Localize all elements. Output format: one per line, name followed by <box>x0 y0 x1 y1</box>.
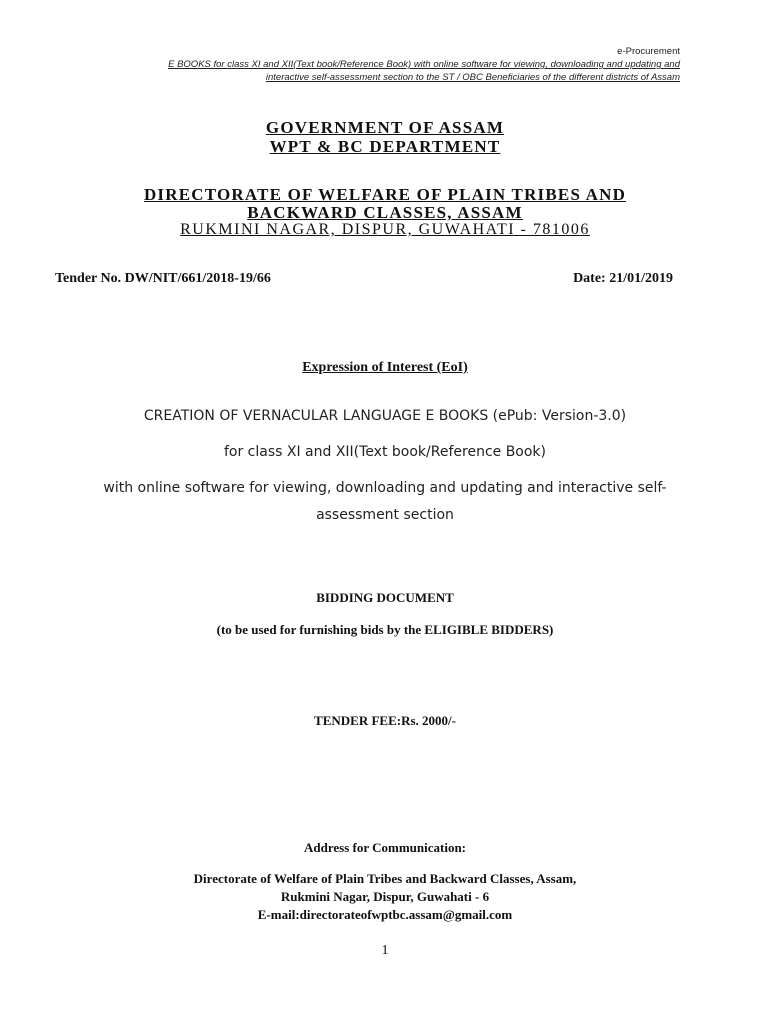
tender-number: Tender No. DW/NIT/661/2018-19/66 <box>55 271 271 286</box>
header-title: e-Procurement <box>617 46 680 57</box>
tender-date: Date: 21/01/2019 <box>573 271 673 286</box>
communication-address-line-1: Directorate of Welfare of Plain Tribes and Backward Classes, Assam, <box>193 871 577 886</box>
directorate-heading-line-1: DIRECTORATE OF WELFARE OF PLAIN TRIBES AND <box>143 185 627 204</box>
title-line-1: CREATION OF VERNACULAR LANGUAGE E BOOKS (ePub: Version-3.0) <box>143 408 627 424</box>
title-line-2: for class XI and XII(Text book/Reference Book) <box>223 444 547 460</box>
tender-fee: TENDER FEE:Rs. 2000/- <box>314 713 456 728</box>
title-line-4: assessment section <box>316 507 454 523</box>
communication-email: E-mail:directorateofwptbc.assam@gmail.com <box>257 907 513 922</box>
title-line-3: with online software for viewing, downloading and updating and interactive self- <box>103 480 667 496</box>
eoi-heading: Expression of Interest (EoI) <box>302 360 468 375</box>
header-subject-line-2: interactive self-assessment section to the ST / OBC Beneficiaries of the different districts of Assam <box>265 72 680 83</box>
header-subject-line-1: E BOOKS for class XI and XII(Text book/Reference Book) with online software for viewing, downloading and updating and <box>168 59 680 70</box>
department-heading: WPT & BC DEPARTMENT <box>269 137 501 156</box>
page-number: 1 <box>381 943 389 958</box>
directorate-heading-line-2: BACKWARD CLASSES, ASSAM <box>247 203 523 222</box>
communication-heading: Address for Communication: <box>303 840 467 855</box>
government-heading: GOVERNMENT OF ASSAM <box>265 118 505 137</box>
directorate-address: RUKMINI NAGAR, DISPUR, GUWAHATI - 781006 <box>180 221 590 238</box>
bidding-document-heading: BIDDING DOCUMENT <box>316 590 454 605</box>
bidding-document-note: (to be used for furnishing bids by the ELIGIBLE BIDDERS) <box>216 622 554 637</box>
communication-address-line-2: Rukmini Nagar, Dispur, Guwahati - 6 <box>280 889 490 904</box>
